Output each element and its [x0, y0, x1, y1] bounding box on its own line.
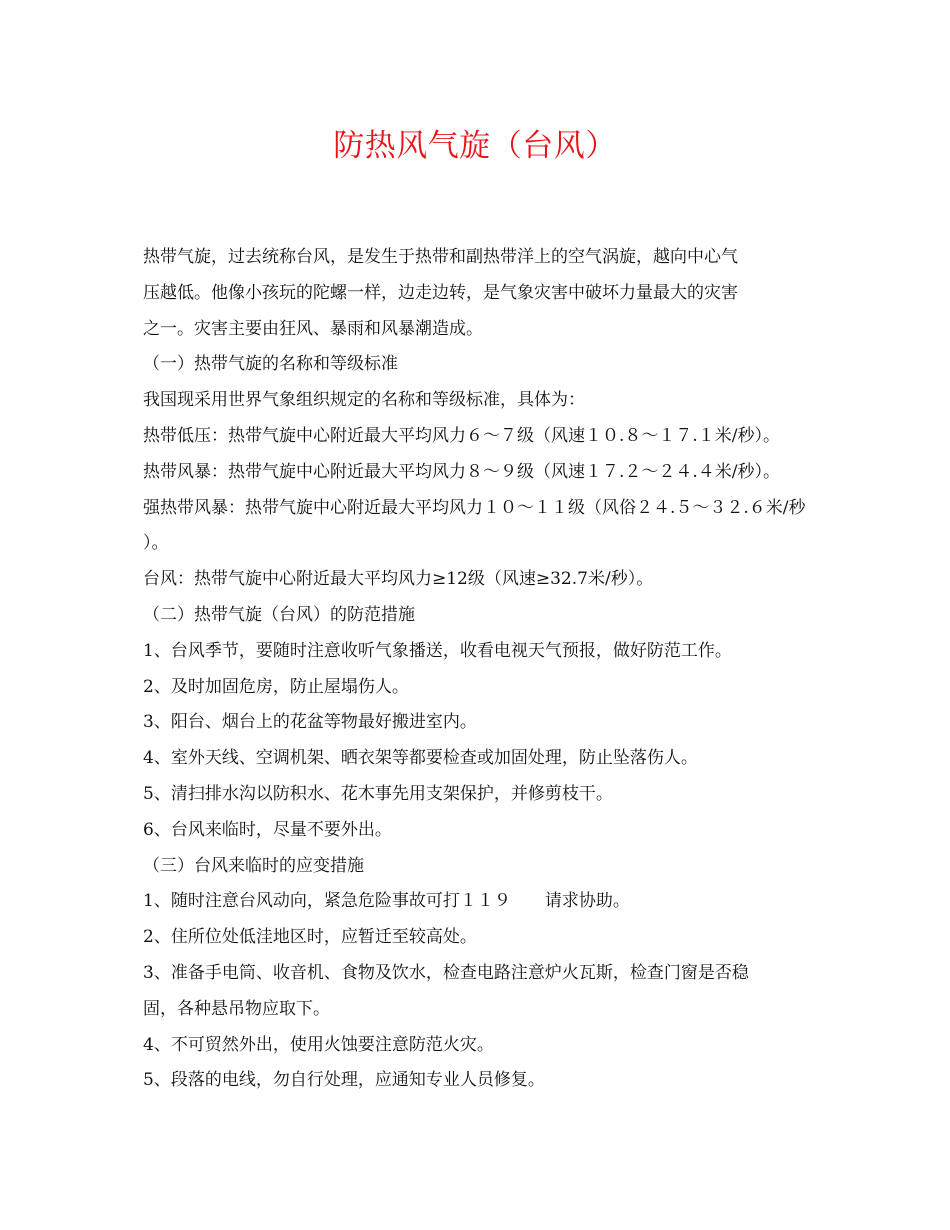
- list-item: 3、阳台、烟台上的花盆等物最好搬进室内。: [143, 712, 477, 733]
- list-item: 4、室外天线、空调机架、晒衣架等都要检查或加固处理，防止坠落伤人。: [143, 748, 698, 769]
- list-item: 1、台风季节，要随时注意收听气象播送，收看电视天气预报，做好防范工作。: [143, 640, 732, 661]
- paragraph-line: 热带低压：热带气旋中心附近最大平均风力６～７级（风速１０.８～１７.１米/秒）。: [143, 425, 781, 446]
- paragraph-line: ）。: [143, 533, 169, 554]
- paragraph-line: 之一。灾害主要由狂风、暴雨和风暴潮造成。: [143, 318, 483, 339]
- paragraph-line: 热带气旋，过去统称台风，是发生于热带和副热带洋上的空气涡旋，越向中心气: [143, 247, 738, 267]
- document-body: [143, 240, 813, 1099]
- paragraph-line: 强热带风暴：热带气旋中心附近最大平均风力１０～１１级（风俗２４.５～３２.６米/秒: [143, 497, 806, 518]
- list-item: 5、段落的电线，勿自行处理，应通知专业人员修复。: [143, 1070, 545, 1091]
- list-item: 固，各种悬吊物应取下。: [143, 998, 330, 1019]
- list-item: 1、随时注意台风动向，紧急危险事故可打１１９ 请求协助。: [143, 891, 630, 912]
- paragraph-line: 热带风暴：热带气旋中心附近最大平均风力８～９级（风速１７.２～２４.４米/秒）。: [143, 461, 781, 482]
- section-heading: （一）热带气旋的名称和等级标准: [143, 354, 398, 375]
- section-heading: （二）热带气旋（台风）的防范措施: [143, 604, 415, 625]
- paragraph-line: 我国现采用世界气象组织规定的名称和等级标准，具体为：: [143, 390, 585, 411]
- list-item: 6、台风来临时，尽量不要外出。: [143, 819, 392, 840]
- paragraph-line: 台风：热带气旋中心附近最大平均风力≥12级（风速≥32.7米/秒）。: [143, 569, 654, 590]
- section-heading: （三）台风来临时的应变措施: [143, 855, 364, 876]
- paragraph-line: 压越低。他像小孩玩的陀螺一样，边走边转，是气象灾害中破坏力量最大的灾害: [143, 282, 738, 303]
- list-item: 2、及时加固危房，防止屋塌伤人。: [143, 676, 409, 697]
- list-item: 3、准备手电筒、收音机、食物及饮水，检查电路注意炉火瓦斯，检查门窗是否稳: [143, 962, 749, 983]
- document-title: 防热风气旋（台风）: [333, 128, 617, 164]
- list-item: 4、不可贸然外出，使用火蚀要注意防范火灾。: [143, 1034, 494, 1055]
- list-item: 5、清扫排水沟以防积水、花木事先用支架保护，并修剪枝干。: [143, 783, 613, 804]
- list-item: 2、住所位处低洼地区时，应暂迁至较高处。: [143, 927, 477, 948]
